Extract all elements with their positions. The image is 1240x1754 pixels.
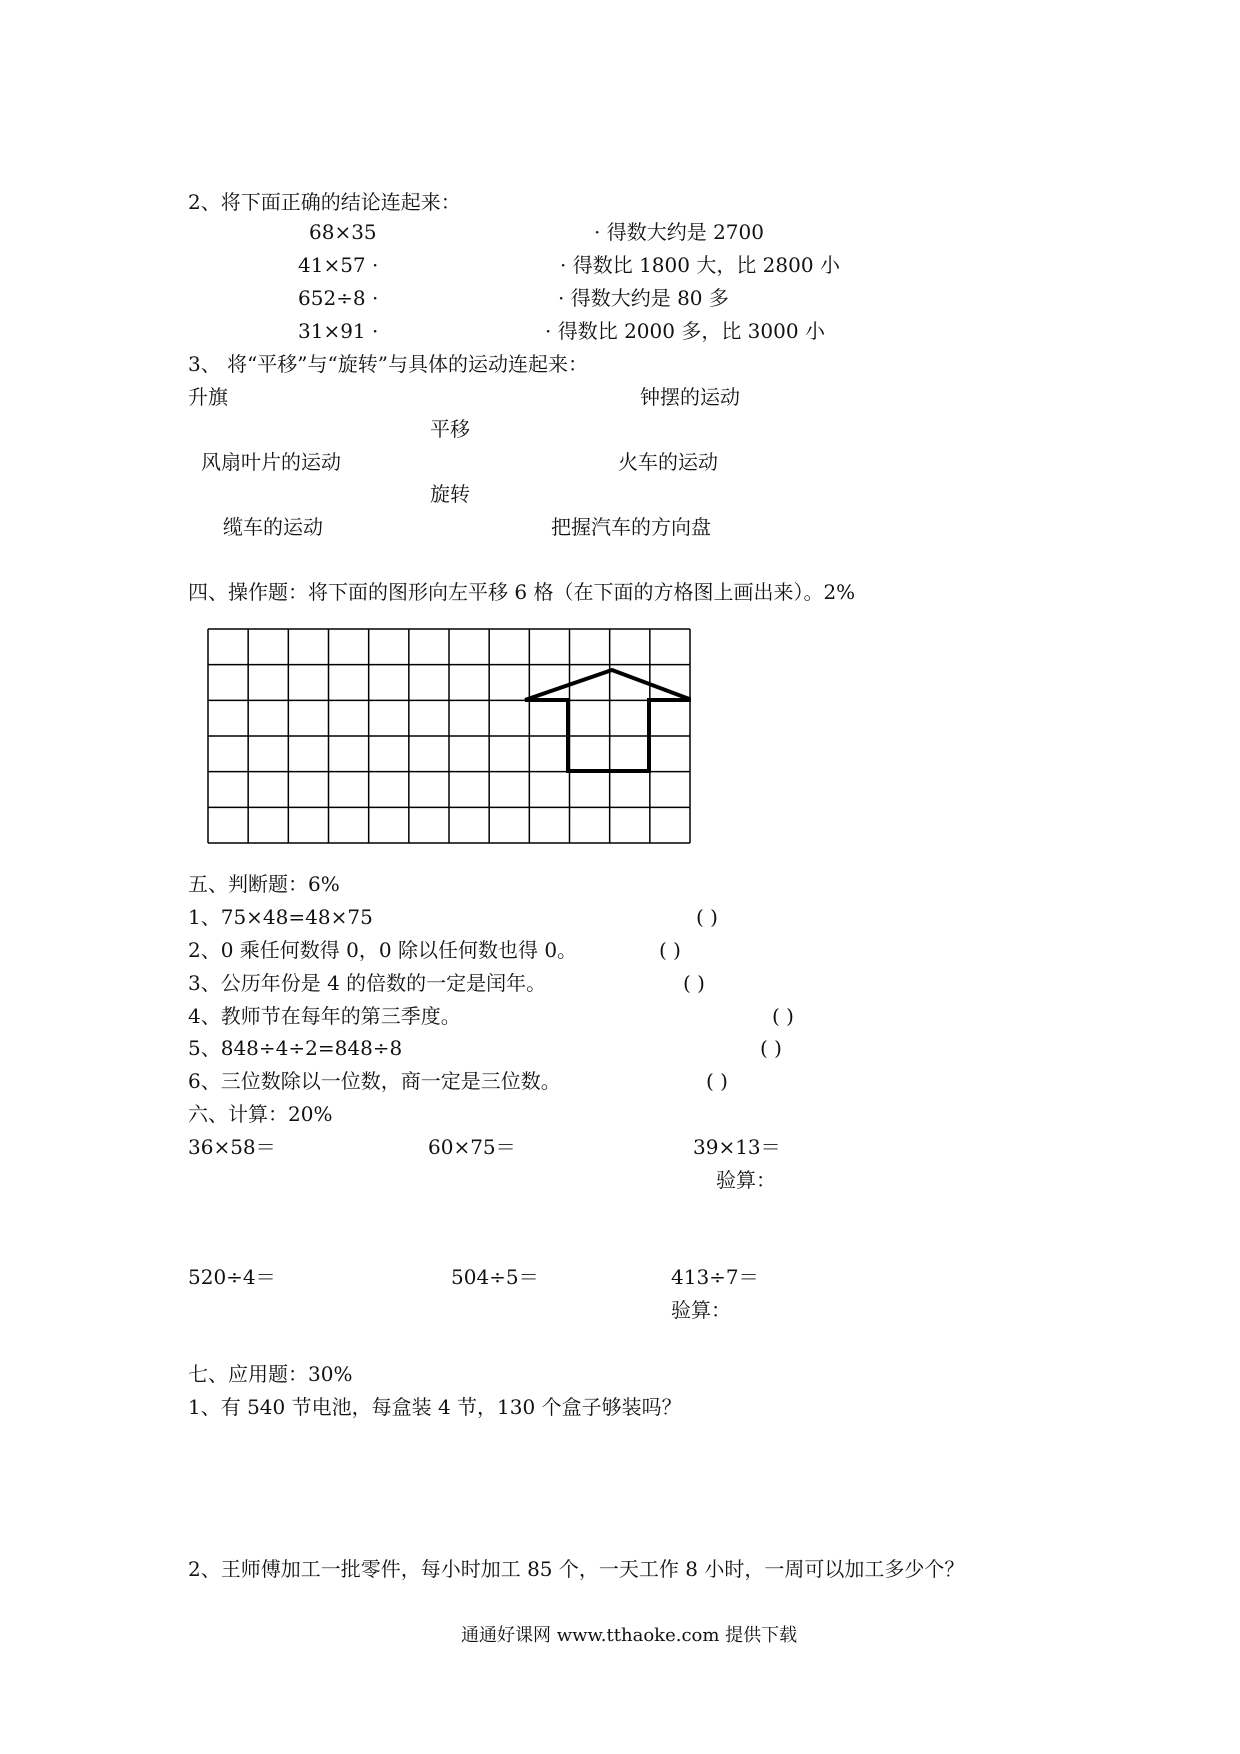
calc-3: 39×13＝: [693, 1135, 781, 1159]
arrow-shape: [525, 670, 691, 771]
problem-1: 1、有 540 节电池，每盒装 4 节，130 个盒子够装吗？: [188, 1395, 682, 1419]
grid-figure: [207, 628, 691, 844]
judge-6-text: 6、三位数除以一位数，商一定是三位数。: [188, 1069, 561, 1093]
motion-zhongbai: 钟摆的运动: [640, 385, 740, 409]
problem-2: 2、王师傅加工一批零件，每小时加工 85 个，一天工作 8 小时，一周可以加工多少个？: [188, 1557, 965, 1581]
judge-3-paren[interactable]: ( ): [683, 971, 705, 995]
judge-2-paren[interactable]: ( ): [659, 938, 681, 962]
section2-right-3: · 得数大约是 80 多: [558, 286, 729, 310]
judge-1-text: 1、75×48=48×75: [188, 905, 373, 929]
judge-4-text: 4、教师节在每年的第三季度。: [188, 1004, 461, 1028]
label-xuanzhuan: 旋转: [430, 482, 470, 506]
motion-fengshan: 风扇叶片的运动: [201, 450, 341, 474]
section2-right-4: · 得数比 2000 多，比 3000 小: [545, 319, 825, 343]
section2-right-2: · 得数比 1800 大，比 2800 小: [560, 253, 840, 277]
section2-left-1: 68×35: [309, 220, 377, 244]
check-label-1: 验算：: [716, 1168, 776, 1192]
label-pingyi: 平移: [430, 417, 470, 441]
motion-fangxiangpan: 把握汽车的方向盘: [551, 515, 711, 539]
calc-1: 36×58＝: [188, 1135, 276, 1159]
judge-1-paren[interactable]: ( ): [696, 905, 718, 929]
section2-right-1: · 得数大约是 2700: [594, 220, 764, 244]
section2-left-4: 31×91 ·: [298, 319, 379, 343]
check-label-2: 验算：: [671, 1298, 731, 1322]
judge-4-paren[interactable]: ( ): [772, 1004, 794, 1028]
section2-left-3: 652÷8 ·: [298, 286, 379, 310]
section7-title: 七、应用题：30%: [188, 1362, 353, 1386]
judge-6-paren[interactable]: ( ): [706, 1069, 728, 1093]
section5-title: 五、判断题：6%: [188, 872, 340, 896]
page-footer: 通通好课网 www.tthaoke.com 提供下载: [461, 1625, 798, 1646]
calc-5: 504÷5＝: [451, 1265, 539, 1289]
motion-shengqi: 升旗: [188, 385, 228, 409]
calc-4: 520÷4＝: [188, 1265, 276, 1289]
section6-title: 六、计算：20%: [188, 1102, 333, 1126]
calc-6: 413÷7＝: [671, 1265, 759, 1289]
section3-title: 3、 将“平移”与“旋转”与具体的运动连起来：: [188, 352, 588, 376]
motion-lanche: 缆车的运动: [223, 515, 323, 539]
judge-5-text: 5、848÷4÷2=848÷8: [188, 1036, 403, 1060]
judge-5-paren[interactable]: ( ): [760, 1036, 782, 1060]
motion-huoche: 火车的运动: [618, 450, 718, 474]
section2-title: 2、将下面正确的结论连起来：: [188, 190, 461, 214]
section2-left-2: 41×57 ·: [298, 253, 379, 277]
calc-2: 60×75＝: [428, 1135, 516, 1159]
judge-2-text: 2、0 乘任何数得 0，0 除以任何数也得 0。: [188, 938, 578, 962]
section4-title: 四、操作题：将下面的图形向左平移 6 格（在下面的方格图上画出来）。2%: [188, 580, 856, 604]
judge-3-text: 3、公历年份是 4 的倍数的一定是闰年。: [188, 971, 547, 995]
